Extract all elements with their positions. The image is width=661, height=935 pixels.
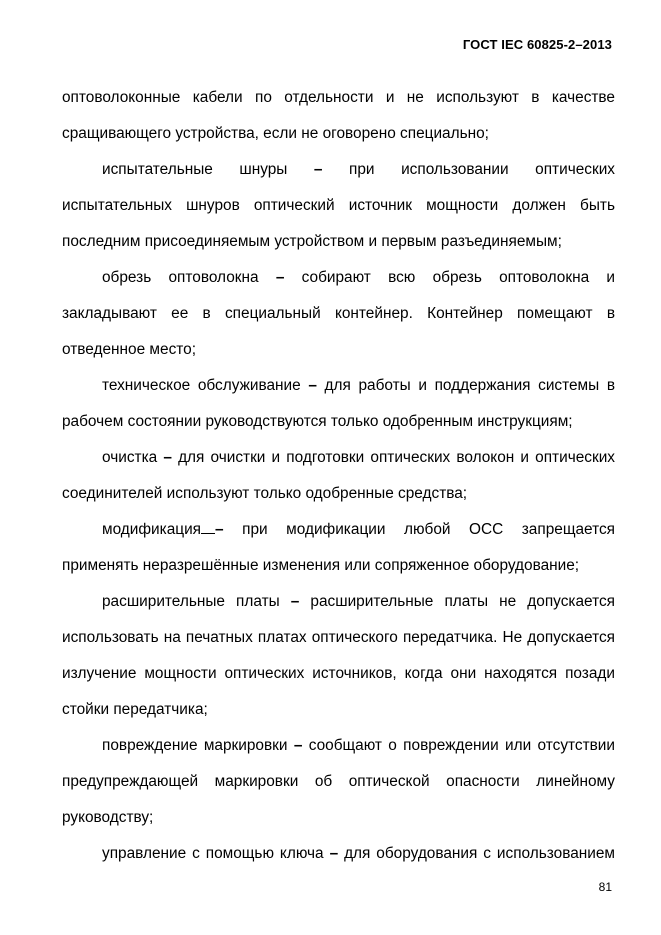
paragraph-text: для оборудования с использованием [344, 845, 616, 862]
term-dash: – [293, 737, 303, 754]
paragraph-expansion-boards [62, 584, 615, 728]
term-dash: – [313, 161, 323, 178]
document-header: ГОСТ IEC 60825-2–2013 [462, 37, 612, 52]
paragraph-term: расширительные платы [102, 593, 280, 610]
paragraph-text: расширительные платы не допускается использовать на печатных платах оптического передатчика. Не допускается излучение мощности оптических источников, когда они находятся позади стойки передатчика; [62, 593, 615, 718]
paragraph-continuation [62, 80, 615, 152]
term-dash: – [275, 269, 285, 286]
paragraph-text: для очистки и подготовки оптических волокон и оптических соединителей используют только одобренные средства; [62, 449, 615, 502]
paragraph-modification [62, 512, 615, 584]
term-dash: – [290, 593, 300, 610]
paragraph-test-cords [62, 152, 615, 260]
term-dash: – [215, 521, 224, 538]
underscore-mark [201, 519, 215, 534]
paragraph-term: модификация [102, 521, 202, 538]
paragraph-label-damage [62, 728, 615, 836]
paragraph-maintenance [62, 368, 615, 440]
paragraph-term: обрезь оптоволокна [102, 269, 259, 286]
paragraph-key-control [62, 836, 615, 872]
term-dash: – [163, 449, 172, 466]
paragraph-text: собирают всю обрезь оптоволокна и закладывают ее в специальный контейнер. Контейнер помещают в отведенное место; [62, 269, 615, 358]
paragraph-text: для работы и поддержания системы в рабочем состоянии руководствуются только одобренным инструкциям; [62, 377, 616, 430]
paragraph-term: очистка [102, 449, 158, 466]
term-dash: – [329, 845, 339, 862]
paragraph-text: при использовании оптических испытательных шнуров оптический источник мощности должен быть последним присоединяемым устройством и первым разъединяемым; [62, 161, 615, 250]
paragraph-term: техническое обслуживание [102, 377, 301, 394]
paragraph-term: испытательные шнуры [102, 161, 288, 178]
paragraph-text: сообщают о повреждении или отсутствии предупреждающей маркировки об оптической опасности линейному руководству; [62, 737, 616, 826]
paragraph-term: повреждение маркировки [102, 737, 288, 754]
paragraph-cleaning [62, 440, 615, 512]
paragraph-text: при модификации любой ОСС запрещается применять неразрешённые изменения или сопряженное оборудование; [62, 521, 615, 574]
term-dash: – [308, 377, 317, 394]
page-number: 81 [598, 880, 612, 894]
paragraph-term: управление с помощью ключа [102, 845, 324, 862]
document-body [62, 80, 615, 872]
paragraph-text: оптоволоконные кабели по отдельности и не используют в качестве сращивающего устройства, если не оговорено специально; [62, 89, 615, 142]
paragraph-fiber-scrap [62, 260, 615, 368]
